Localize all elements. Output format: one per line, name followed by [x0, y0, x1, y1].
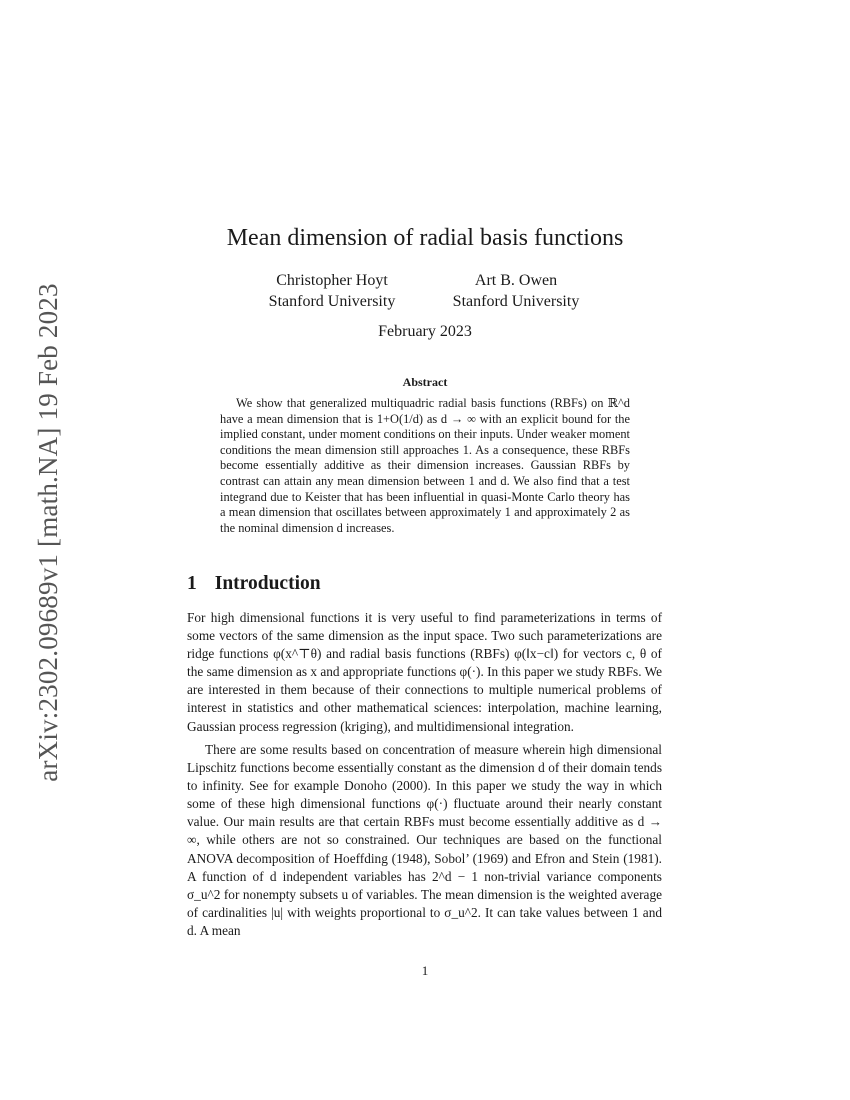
author-affiliation: Stanford University: [452, 293, 580, 310]
body-paragraph: There are some results based on concentration of measure wherein high dimensional Lipschitz functions become essentially constant as the dimension d of their domain tends to infinity. See for example Donoho (2000). In this paper we study the way in which some of these high dimensional functions φ(·) fluctuate around their nearly constant value. Our main results are that certain RBFs must become essentially additive as d → ∞, while others are not so constrained. Our techniques are based on the functional ANOVA decomposition of Hoeffding (1948), Sobol’ (1969) and Efron and Stein (1981). A function of d independent variables has 2^d − 1 non-trivial variance components σ_u^2 for nonempty subsets u of variables. The mean dimension is the weighted average of cardinalities |u| with weights proportional to σ_u^2. It can take values between 1 and d. A mean: [187, 742, 662, 938]
abstract-heading: Abstract: [402, 375, 448, 389]
page-number: 1: [421, 963, 429, 978]
author-2: [416, 270, 616, 312]
abstract-text: We show that generalized multiquadric radial basis functions (RBFs) on ℝ^d have a mean dimension that is 1+O(1/d) as d → ∞ with an explicit bound for the implied constant, under moment conditions on their inputs. Under weaker moment conditions the mean dimension still approaches 1. As a consequence, these RBFs become essentially additive as their dimension increases. Gaussian RBFs by contrast can attain any mean dimension between 1 and d. We also find that a test integrand due to Keister that has been influential in quasi-Monte Carlo theory has a mean dimension that oscillates between approximately 1 and approximately 2 as the nominal dimension d increases.: [220, 396, 630, 535]
author-1: [232, 270, 432, 312]
author-name: Art B. Owen: [474, 272, 558, 289]
arxiv-identifier-text: arXiv:2302.09689v1 [math.NA] 19 Feb 2023: [33, 283, 63, 782]
author-affiliation: Stanford University: [268, 293, 396, 310]
section-number: 1: [187, 573, 197, 594]
body-paragraph: For high dimensional functions it is very useful to find parameterizations in terms of some vectors of the same dimension as the input space. Two such parameterizations are ridge functions φ(x^⊤θ) and radial basis functions (RBFs) φ(‖x−c‖) for vectors c, θ of the same dimension as x and appropriate functions φ(·). In this paper we study RBFs. We are interested in them because of their connections to multiple numerical problems of interest in statistics and other mathematical sciences: interpolation, machine learning, Gaussian process regression (kriging), and multidimensional integration.: [187, 610, 662, 734]
author-name: Christopher Hoyt: [276, 272, 388, 289]
arxiv-identifier-stamp: [30, 270, 66, 795]
section-heading: [187, 573, 321, 595]
paper-date: February 2023: [378, 323, 472, 340]
section-title: Introduction: [214, 573, 321, 594]
paper-title: Mean dimension of radial basis functions: [226, 225, 624, 251]
